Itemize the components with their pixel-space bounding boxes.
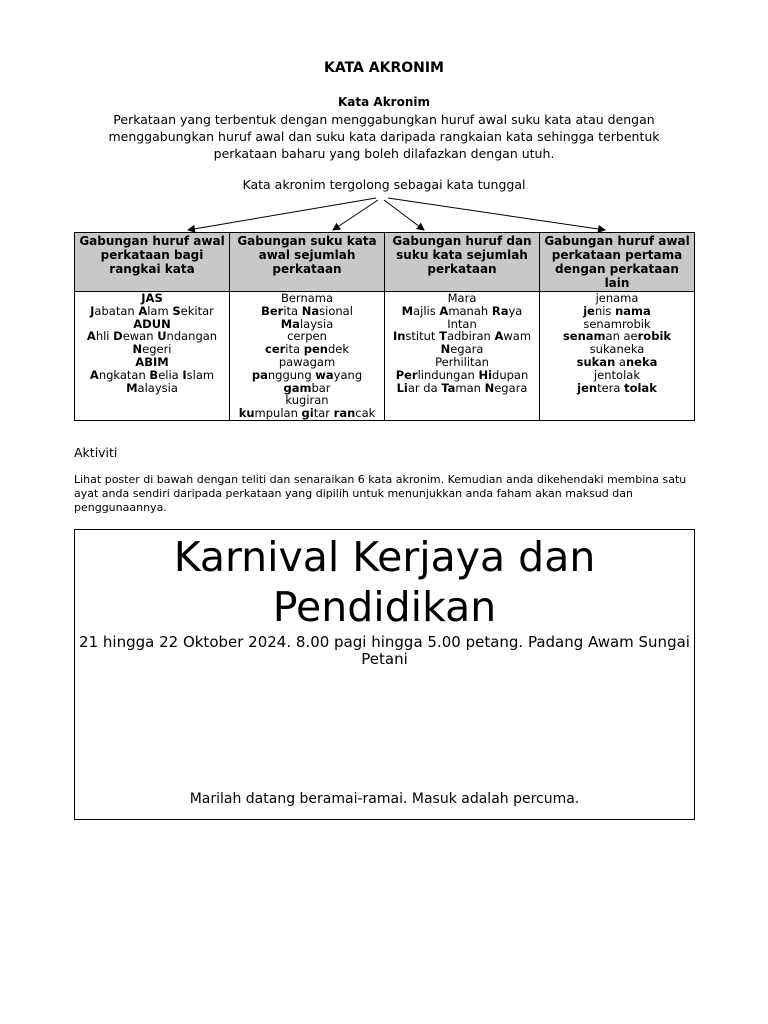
bold-segment: U [157,329,167,344]
bold-segment: A [439,303,449,318]
bold-segment: tolak [624,380,657,395]
bold-segment: A [138,303,148,318]
bold-segment: robik [637,329,672,344]
text-segment: tera [597,380,625,395]
bold-segment: Per [395,367,418,382]
bold-segment: jen [577,380,598,395]
text-segment: wam [503,329,532,344]
text-segment: tar [313,406,334,421]
bold-segment: Na [301,303,320,318]
text-segment: mpulan [254,406,302,421]
acronym-line [542,382,692,395]
text-segment: ita [283,303,302,318]
arrow-to-column-1 [188,198,376,230]
bold-segment: ran [333,406,356,421]
text-segment: dek [327,342,349,357]
bold-segment: Ma [280,316,300,331]
bold-segment: Ta [441,380,456,395]
acronym-cell [385,292,540,421]
classification-text: Kata akronim tergolong sebagai kata tunggal [242,177,526,192]
text-segment: jenama [595,291,639,305]
bold-segment: B [149,367,159,382]
text-segment: ngkatan [98,367,150,382]
text-segment: Mara [447,291,477,305]
bold-segment: D [113,329,123,344]
bold-segment: ABIM [135,354,169,369]
event-poster [74,529,695,820]
text-segment: Intan [447,316,477,331]
bold-segment: ADUN [133,316,171,331]
bold-segment: N [132,342,143,357]
text-segment: ekitar [180,303,214,318]
bold-segment: pa [251,367,268,382]
bold-segment: Ber [261,303,284,318]
bold-segment: sukan [576,354,616,369]
bold-segment: T [439,329,447,344]
bold-segment: gam [283,380,312,395]
text-segment: a [615,354,626,369]
poster-details: 21 hingga 22 Oktober 2024. 8.00 pagi hingga 5.00 petang. Padang Awam Sungai Petani [79,633,690,668]
text-segment: cerpen [287,329,327,344]
bold-segment: In [392,329,406,344]
bold-segment: A [89,367,99,382]
arrow-to-column-3 [384,200,424,230]
text-segment: ita [285,342,304,357]
text-segment: lam [147,303,173,318]
text-segment: ajlis [413,303,440,318]
text-segment: elia [158,367,183,382]
bold-segment: je [583,303,595,318]
acronym-line [77,382,227,395]
bold-segment: cer [265,342,286,357]
acronym-cell [230,292,385,421]
text-segment: pawagam [278,354,336,369]
text-segment: an ae [605,329,638,344]
text-segment: sukaneka [589,342,645,357]
bold-segment: Ra [491,303,509,318]
text-segment: egara [450,342,484,357]
text-segment: lindungan [417,367,479,382]
bold-segment: M [126,380,138,395]
text-segment: ewan [122,329,158,344]
text-segment: slam [186,367,215,382]
bold-segment: senam [562,329,606,344]
text-segment: nis [594,303,616,318]
bold-segment: N [484,380,495,395]
text-segment: Bernama [280,291,334,305]
page-title: KATA AKRONIM [324,60,444,76]
poster-footer: Marilah datang beramai-ramai. Masuk adalah percuma. [189,791,580,807]
acronym-cell [75,292,230,421]
bold-segment: A [86,329,96,344]
text-segment: cak [355,406,376,421]
text-segment: man [455,380,485,395]
text-segment: alaysia [137,380,178,395]
column-header-4: Gabungan huruf awal perkataan pertama dengan perkataan lain [540,233,695,292]
text-segment: hli [95,329,114,344]
section-subtitle: Kata Akronim [338,95,430,109]
bold-segment: N [440,342,451,357]
bold-segment: S [172,303,181,318]
acronym-table [74,232,695,421]
bold-segment: I [182,367,187,382]
bold-segment: wa [315,367,334,382]
acronym-cell [540,292,695,421]
bold-segment: JAS [141,291,163,305]
bold-segment: nama [615,303,651,318]
activity-instruction: Lihat poster di bawah dengan teliti dan senaraikan 6 kata akronim. Kemudian anda dikehendaki membina satu ayat anda sendiri daripada perkataan yang dipilih untuk menunjukkan anda faham akan maksud dan penggunaannya. [74,473,687,514]
text-segment: ar da [407,380,442,395]
acronym-line [387,382,537,395]
definition-text: Perkataan yang terbentuk dengan menggabungkan huruf awal suku kata atau dengan menggabungkan huruf awal dan suku kata daripada rangkaian kata sehingga terbentuk perkataan baharu yang boleh dilafazkan dengan utuh. [108,112,660,161]
text-segment: ya [508,303,523,318]
text-segment: nggung [267,367,316,382]
text-segment: kugiran [285,393,329,408]
classification-arrows [0,190,768,234]
bold-segment: Li [396,380,408,395]
bold-segment: M [401,303,414,318]
column-header-1: Gabungan huruf awal perkataan bagi rangkai kata [75,233,230,292]
bold-segment: gi [301,406,314,421]
poster-title: Karnival Kerjaya dan Pendidikan [173,533,596,631]
bold-segment: neka [625,354,658,369]
text-segment: sional [319,303,353,318]
text-segment: laysia [299,316,334,331]
text-segment: ndangan [166,329,218,344]
text-segment: egeri [142,342,172,357]
text-segment: adbiran [446,329,495,344]
text-segment: manah [448,303,492,318]
text-segment: senamrobik [583,316,651,331]
arrow-to-column-4 [388,198,605,230]
text-segment: dupan [492,367,529,382]
bold-segment: A [494,329,504,344]
acronym-line [232,407,382,420]
text-segment: yang [333,367,363,382]
text-segment: abatan [94,303,139,318]
bold-segment: pen [303,342,328,357]
text-segment: stitut [405,329,440,344]
text-segment: jentolak [593,367,640,382]
text-segment: egara [494,380,528,395]
bold-segment: J [90,303,95,318]
column-header-3: Gabungan huruf dan suku kata sejumlah perkataan [385,233,540,292]
bold-segment: ku [238,406,255,421]
column-header-2: Gabungan suku kata awal sejumlah perkataan [230,233,385,292]
activity-heading: Aktiviti [74,445,118,460]
text-segment: Perhilitan [435,354,489,369]
table-row [75,292,695,421]
text-segment: bar [311,380,331,395]
table-header-row [75,233,695,292]
bold-segment: Hi [478,367,493,382]
